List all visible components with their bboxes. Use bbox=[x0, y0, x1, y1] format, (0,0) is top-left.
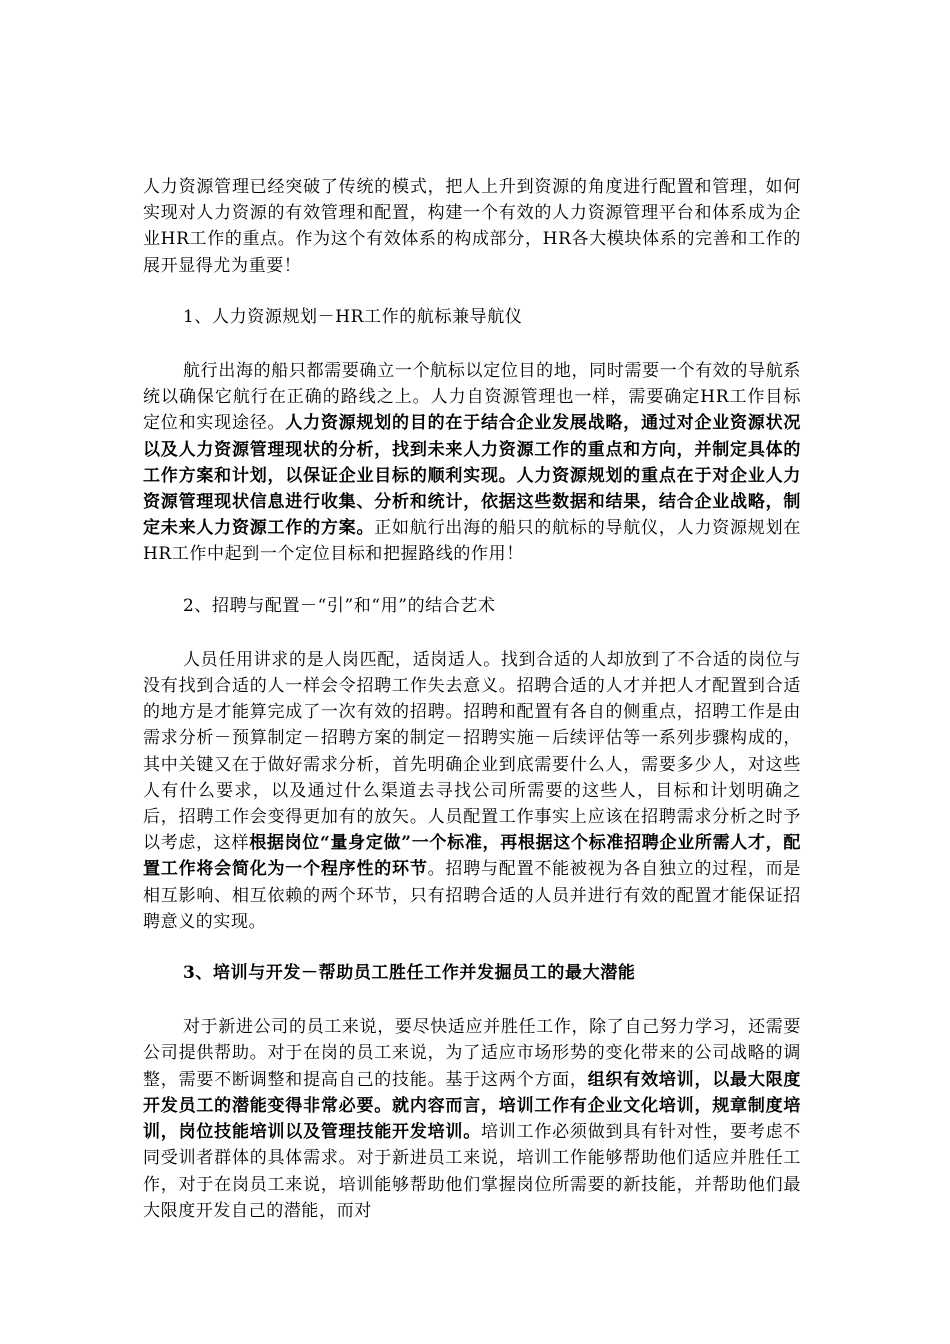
section-3-text-b: 培训工作必须做到具有针对性，要考虑不同受训者群体的具体需求。对于新进员工来说，培训工作能够帮助他们适应并胜任工作，对于在岗员工来说，培训能够帮助他们掌握岗位所需要的新技能，并帮助他们最大限度开发自己的潜能，而对 bbox=[143, 1122, 801, 1221]
section-2-text-bold: 根据岗位“量身定做”一个标准，再根据这个标准招聘企业所需人才，配置工作将会简化为一个程序性的环节 bbox=[143, 833, 801, 880]
section-2-text-a: 人员任用讲求的是人岗匹配，适岗适人。找到合适的人却放到了不合适的岗位与没有找到合适的人一样会令招聘工作失去意义。招聘合适的人才并把人才配置到合适的地方是才能算完成了一次有效的招聘。招聘和配置有各自的侧重点，招聘工作是由需求分析－预算制定－招聘方案的制定－招聘实施－后续评估等一系列步骤构成的，其中关键又在于做好需求分析，首先明确企业到底需要什么人，需要多少人，对这些人有什么要求，以及通过什么渠道去寻找公司所需要的这些人，目标和计划明确之后，招聘工作会变得更加有的放矢。人员配置工作事实上应该在招聘需求分析之时予以考虑，这样 bbox=[143, 649, 801, 854]
section-2-text-b: 。招聘与配置不能被视为各自独立的过程，而是相互影响、相互依赖的两个环节，只有招聘合适的人员并进行有效的配置才能保证招聘意义的实现。 bbox=[143, 859, 801, 932]
section-1-heading: 1、人力资源规划－HR工作的航标兼导航仪 bbox=[183, 306, 523, 327]
section-2-heading: 2、招聘与配置－“引”和“用”的结合艺术 bbox=[183, 595, 496, 616]
section-1-text-bold: 人力资源规划的目的在于结合企业发展战略，通过对企业资源状况以及人力资源管理现状的分析，找到未来人力资源工作的重点和方向，并制定具体的工作方案和计划，以保证企业目标的顺利实现。人力资源规划的重点在于对企业人力资源管理现状信息进行收集、分析和统计，依据这些数据和结果，结合企业战略，制定未来人力资源工作的方案。 bbox=[143, 413, 801, 539]
intro-paragraph: 人力资源管理已经突破了传统的模式，把人上升到资源的角度进行配置和管理，如何实现对人力资源的有效管理和配置，构建一个有效的人力资源管理平台和体系成为企业HR工作的重点。作为这个有效体系的构成部分，HR各大模块体系的完善和工作的展开显得尤为重要！ bbox=[143, 177, 801, 276]
section-2-body bbox=[143, 647, 801, 935]
section-1-text-a: 航行出海的船只都需要确立一个航标以定位目的地，同时需要一个有效的导航系统以确保它航行在正确的路线之上。人力自资源管理也一样，需要确定HR工作目标定位和实现途径。 bbox=[143, 361, 801, 434]
section-1-text-b: 正如航行出海的船只的航标的导航仪，人力资源规划在HR工作中起到一个定位目标和把握路线的作用！ bbox=[143, 518, 801, 565]
section-3-body bbox=[143, 1014, 801, 1224]
document-page bbox=[143, 174, 801, 1224]
section-1-body bbox=[143, 358, 801, 568]
section-3-heading: 3、培训与开发－帮助员工胜任工作并发掘员工的最大潜能 bbox=[183, 963, 636, 984]
section-3-text-a: 对于新进公司的员工来说，要尽快适应并胜任工作，除了自己努力学习，还需要公司提供帮助。对于在岗的员工来说，为了适应市场形势的变化带来的公司战略的调整，需要不断调整和提高自己的技能。基于这两个方面， bbox=[143, 1017, 801, 1090]
section-3-text-bold: 组织有效培训，以最大限度开发员工的潜能变得非常必要。就内容而言，培训工作有企业文化培训，规章制度培训，岗位技能培训以及管理技能开发培训。 bbox=[143, 1069, 801, 1143]
